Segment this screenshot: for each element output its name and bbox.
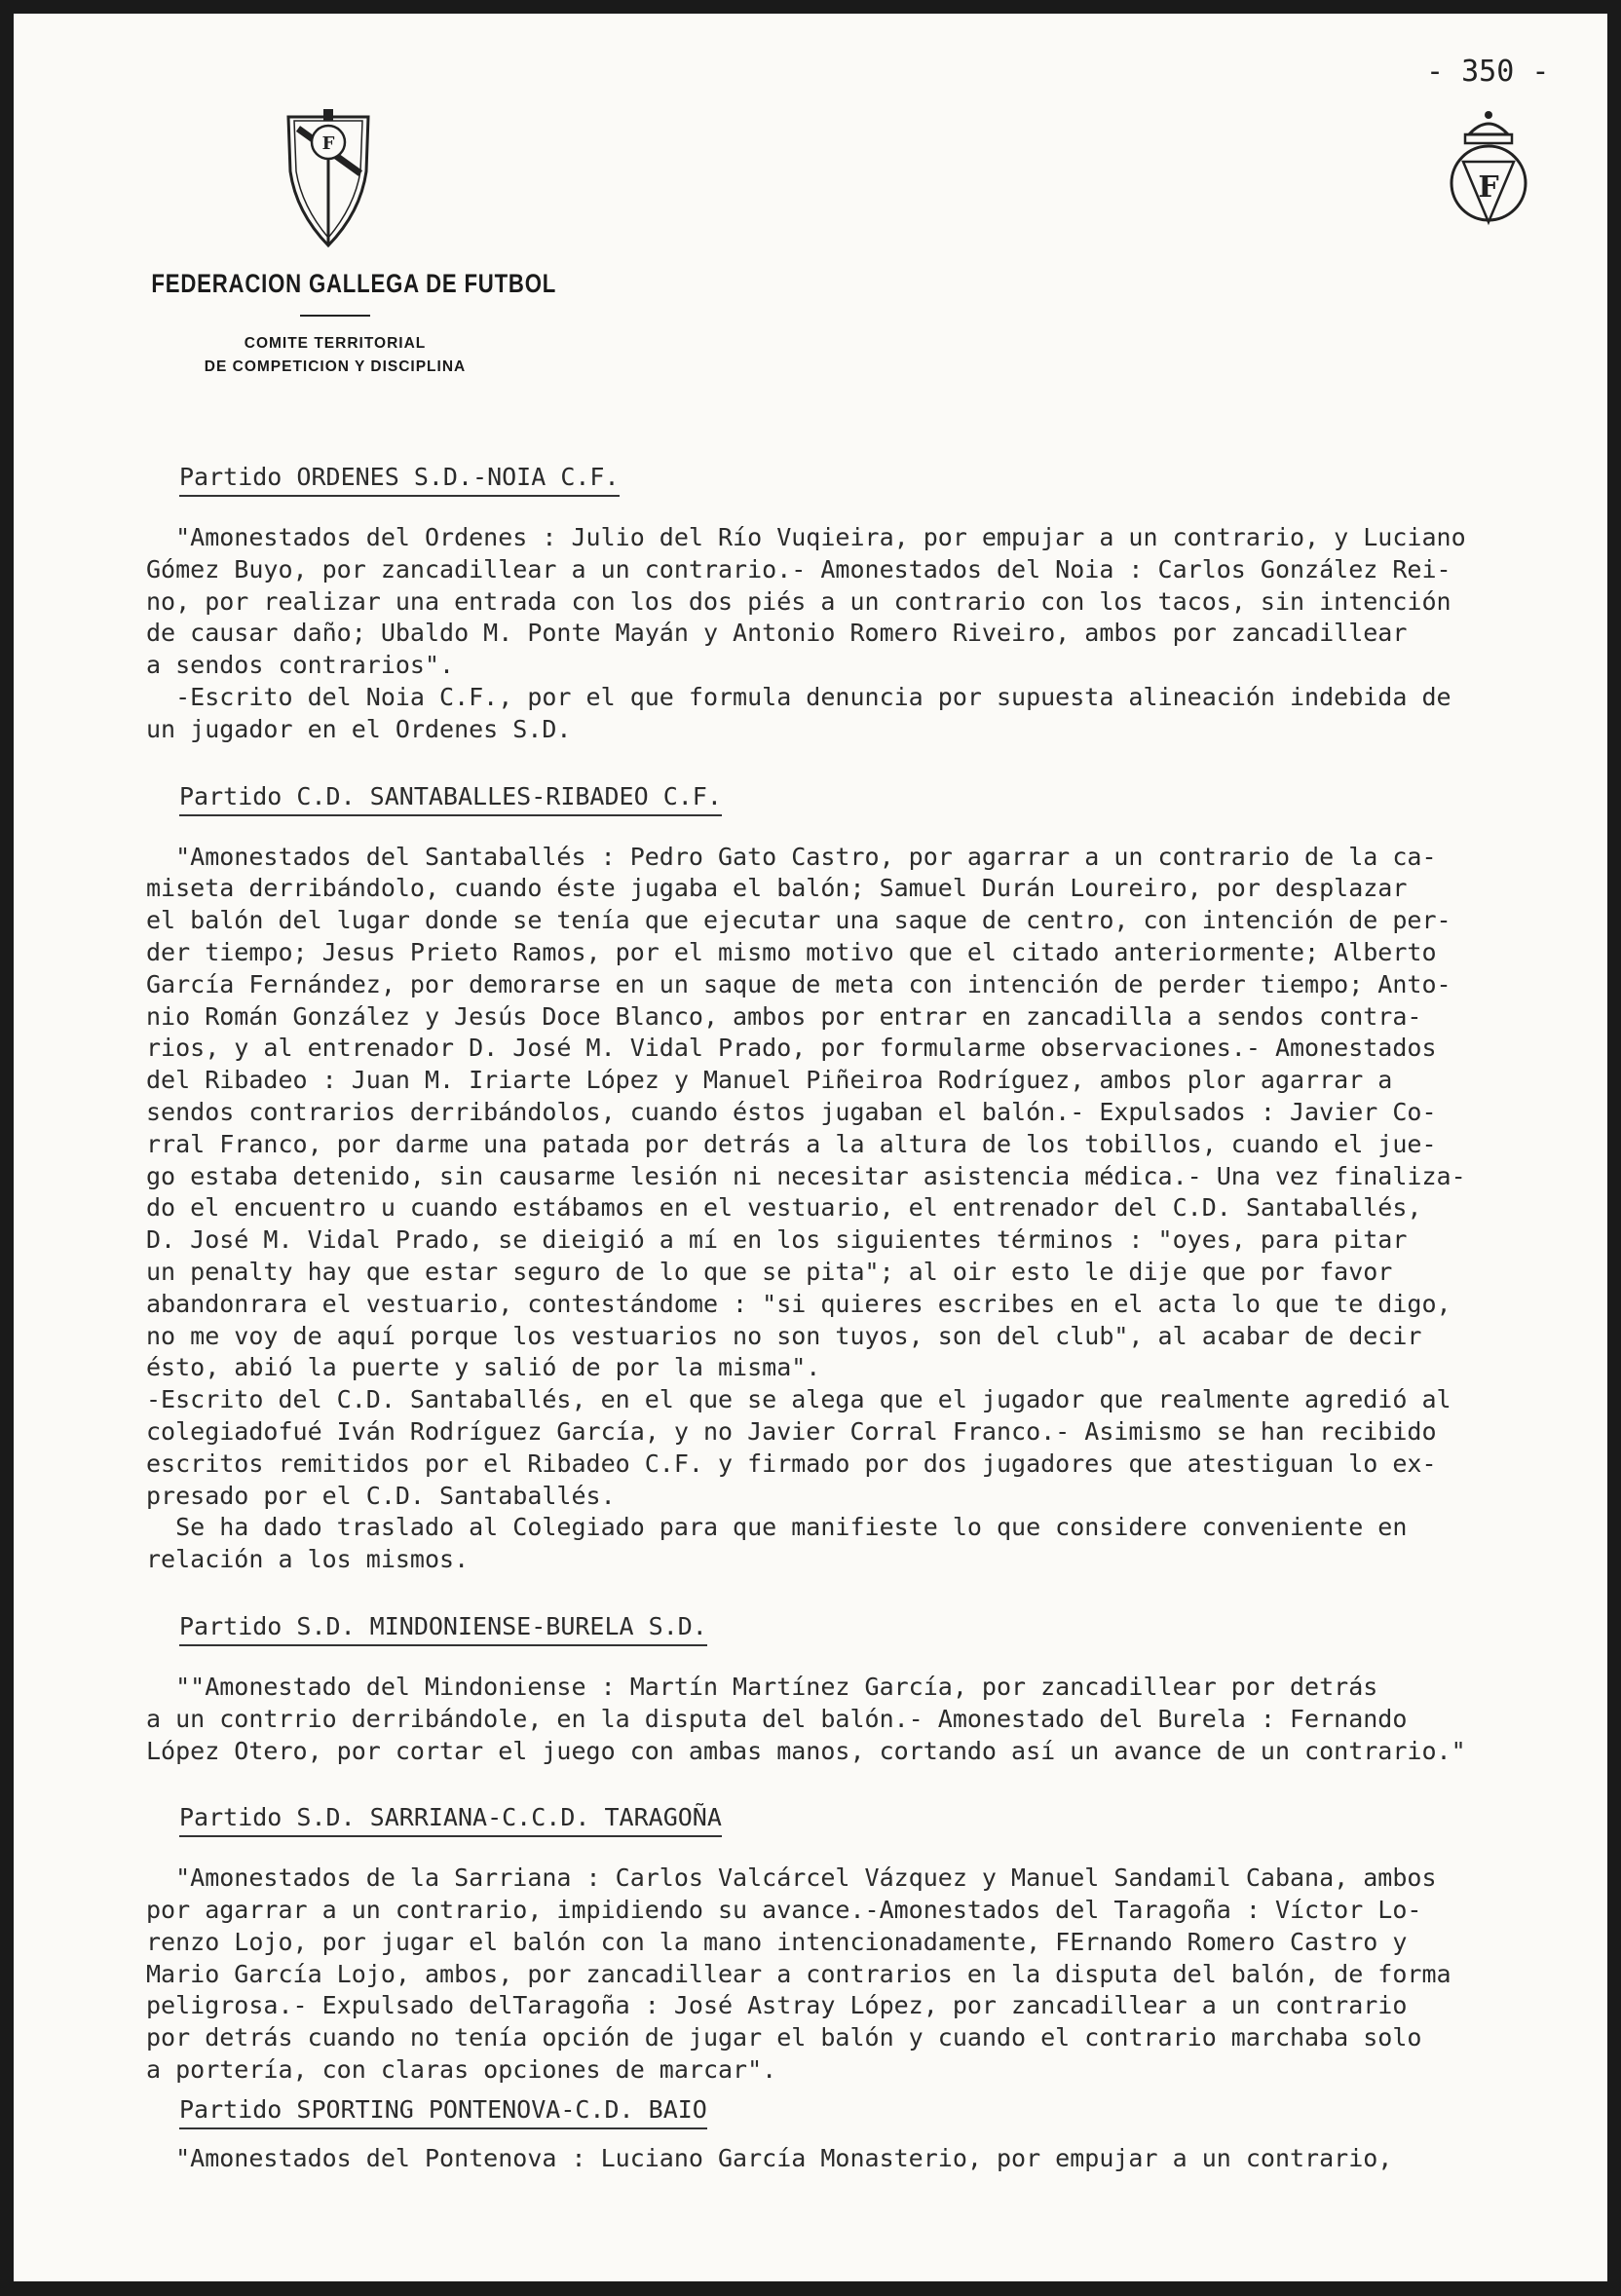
text-line: un penalty hay que estar seguro de lo que se pita"; al oir esto le dije que por favor xyxy=(146,1257,1393,1286)
text-line: sendos contrarios derribándolos, cuando éstos jugaban el balón.- Expulsados : Javier Co- xyxy=(146,1097,1437,1126)
text-line: ""Amonestado del Mindoniense : Martín Martínez García, por zancadillear por detrás xyxy=(146,1672,1378,1701)
committee-name-line-2: DE COMPETICION Y DISCIPLINA xyxy=(204,358,467,376)
text-line: a portería, con claras opciones de marcar". xyxy=(146,2055,777,2085)
match-section-mindoniense-burela xyxy=(146,1611,1607,1767)
text-line: der tiempo; Jesus Prieto Ramos, por el mismo motivo que el citado anteriormente; Alberto xyxy=(146,937,1437,966)
report-paragraph xyxy=(146,522,1607,746)
text-line: Se ha dado traslado al Colegiado para que manifieste lo que considere conveniente en xyxy=(146,1513,1408,1542)
text-line: por detrás cuando no tenía opción de jugar el balón y cuando el contrario marchaba solo xyxy=(146,2023,1422,2052)
report-paragraph xyxy=(146,2143,1607,2175)
text-line: rios, y al entrenador D. José M. Vidal Prado, por formularme observaciones.- Amonestados xyxy=(146,1034,1437,1063)
text-line: de causar daño; Ubaldo M. Ponte Mayán y Antonio Romero Riveiro, ambos por zancadillear xyxy=(146,619,1408,648)
text-line: Gómez Buyo, por zancadillear a un contrario.- Amonestados del Noia : Carlos González Rei- xyxy=(146,554,1451,583)
text-line: -Escrito del C.D. Santaballés, en el que se alega que el jugador que realmente agredió al xyxy=(146,1385,1451,1414)
text-line: a un contrrio derribándole, en la disputa del balón.- Amonestado del Burela : Fernando xyxy=(146,1704,1408,1733)
match-title: Partido C.D. SANTABALLES-RIBADEO C.F. xyxy=(179,781,722,816)
svg-text:F: F xyxy=(1478,170,1499,205)
text-line: do el encuentro u cuando estábamos en el vestuario, el entrenador del C.D. Santaballés, xyxy=(146,1193,1422,1223)
text-line: escritos remitidos por el Ribadeo C.F. y firmado por dos jugadores que atestiguan lo ex- xyxy=(146,1449,1437,1478)
svg-text:F: F xyxy=(321,133,335,154)
text-line: "Amonestados del Ordenes : Julio del Río Vuqieira, por empujar a un contrario, y Luciano xyxy=(146,523,1466,551)
text-line: peligrosa.- Expulsado delTaragoña : José Astray López, por zancadillear a un contrario xyxy=(146,1991,1408,2020)
document-body xyxy=(146,462,1607,2175)
text-line: presado por el C.D. Santaballés. xyxy=(146,1481,616,1510)
federation-shield-icon xyxy=(283,103,374,249)
text-line: ésto, abió la puerte y salió de por la misma". xyxy=(146,1353,821,1382)
text-line: -Escrito del Noia C.F., por el que formula denuncia por supuesta alineación indebida de xyxy=(146,682,1451,711)
text-line: rral Franco, por darme una patada por detrás a la altura de los tobillos, cuando el jue- xyxy=(146,1129,1437,1158)
match-title: Partido S.D. SARRIANA-C.C.D. TARAGOÑA xyxy=(179,1802,722,1837)
text-line: el balón del lugar donde se tenía que ejecutar una saque de centro, con intención de per- xyxy=(146,906,1451,935)
text-line: López Otero, por cortar el juego con ambas manos, cortando así un avance de un contrario." xyxy=(146,1736,1466,1765)
text-line: abandonrara el vestuario, contestándome : "si quieres escribes en el acta lo que te digo, xyxy=(146,1289,1451,1318)
text-line: miseta derribándolo, cuando éste jugaba el balón; Samuel Durán Loureiro, por desplazar xyxy=(146,874,1408,903)
match-title: Partido S.D. MINDONIENSE-BURELA S.D. xyxy=(179,1611,707,1646)
text-line: go estaba detenido, sin causarme lesión ni necesitar asistencia médica.- Una vez finaliza- xyxy=(146,1161,1466,1190)
report-paragraph xyxy=(146,842,1607,1576)
text-line: a sendos contrarios". xyxy=(146,651,455,680)
text-line: por agarrar a un contrario, impidiendo su avance.-Amonestados del Taragoña : Víctor Lo- xyxy=(146,1896,1422,1925)
match-section-sarriana-taragona xyxy=(146,1802,1607,2087)
text-line: "Amonestados del Santaballés : Pedro Gato Castro, por agarrar a un contrario de la ca- xyxy=(146,842,1437,871)
federation-name: FEDERACION GALLEGA DE FUTBOL xyxy=(151,269,557,298)
text-line: no me voy de aquí porque los vestuarios no son tuyos, son del club", al acabar de decir xyxy=(146,1321,1422,1350)
text-line: "Amonestados de la Sarriana : Carlos Valcárcel Vázquez y Manuel Sandamil Cabana, ambos xyxy=(146,1863,1437,1893)
text-line: no, por realizar una entrada con los dos piés a un contrario con los tacos, sin intención xyxy=(146,586,1451,616)
match-title: Partido ORDENES S.D.-NOIA C.F. xyxy=(179,462,620,497)
text-line: Mario García Lojo, ambos, por zancadillear a contrarios en la disputa del balón, de forma xyxy=(146,1959,1451,1988)
crowned-emblem-icon xyxy=(1442,107,1535,234)
text-line: relación a los mismos. xyxy=(146,1545,470,1574)
match-section-ordenes-noia xyxy=(146,462,1607,746)
text-line: del Ribadeo : Juan M. Iriarte López y Manuel Piñeiroa Rodríguez, ambos plor agarrar a xyxy=(146,1066,1393,1095)
text-line: "Amonestados del Pontenova : Luciano García Monasterio, por empujar a un contrario, xyxy=(146,2143,1393,2172)
text-line: García Fernández, por demorarse en un saque de meta con intención de perder tiempo; Anto- xyxy=(146,969,1451,998)
text-line: D. José M. Vidal Prado, se dieigió a mí en los siguientes términos : "oyes, para pitar xyxy=(146,1225,1408,1255)
match-section-pontenova-baio xyxy=(146,2094,1607,2175)
document-page xyxy=(14,14,1607,2281)
text-line: colegiadofué Iván Rodríguez García, y no Javier Corral Franco.- Asimismo se han recibido xyxy=(146,1416,1437,1446)
header-rule xyxy=(300,315,370,317)
match-section-santaballes-ribadeo xyxy=(146,781,1607,1576)
letterhead xyxy=(111,269,559,379)
page-number: - 350 - xyxy=(1426,55,1550,89)
report-paragraph xyxy=(146,1863,1607,2087)
text-line: un jugador en el Ordenes S.D. xyxy=(146,714,572,743)
report-paragraph xyxy=(146,1672,1607,1767)
text-line: renzo Lojo, por jugar el balón con la mano intencionadamente, FErnando Romero Castro y xyxy=(146,1927,1408,1956)
text-line: nio Román González y Jesús Doce Blanco, ambos por entrar en zancadilla a sendos contra- xyxy=(146,1001,1422,1031)
committee-name-line-1: COMITE TERRITORIAL xyxy=(244,335,427,352)
match-title: Partido SPORTING PONTENOVA-C.D. BAIO xyxy=(179,2094,707,2129)
